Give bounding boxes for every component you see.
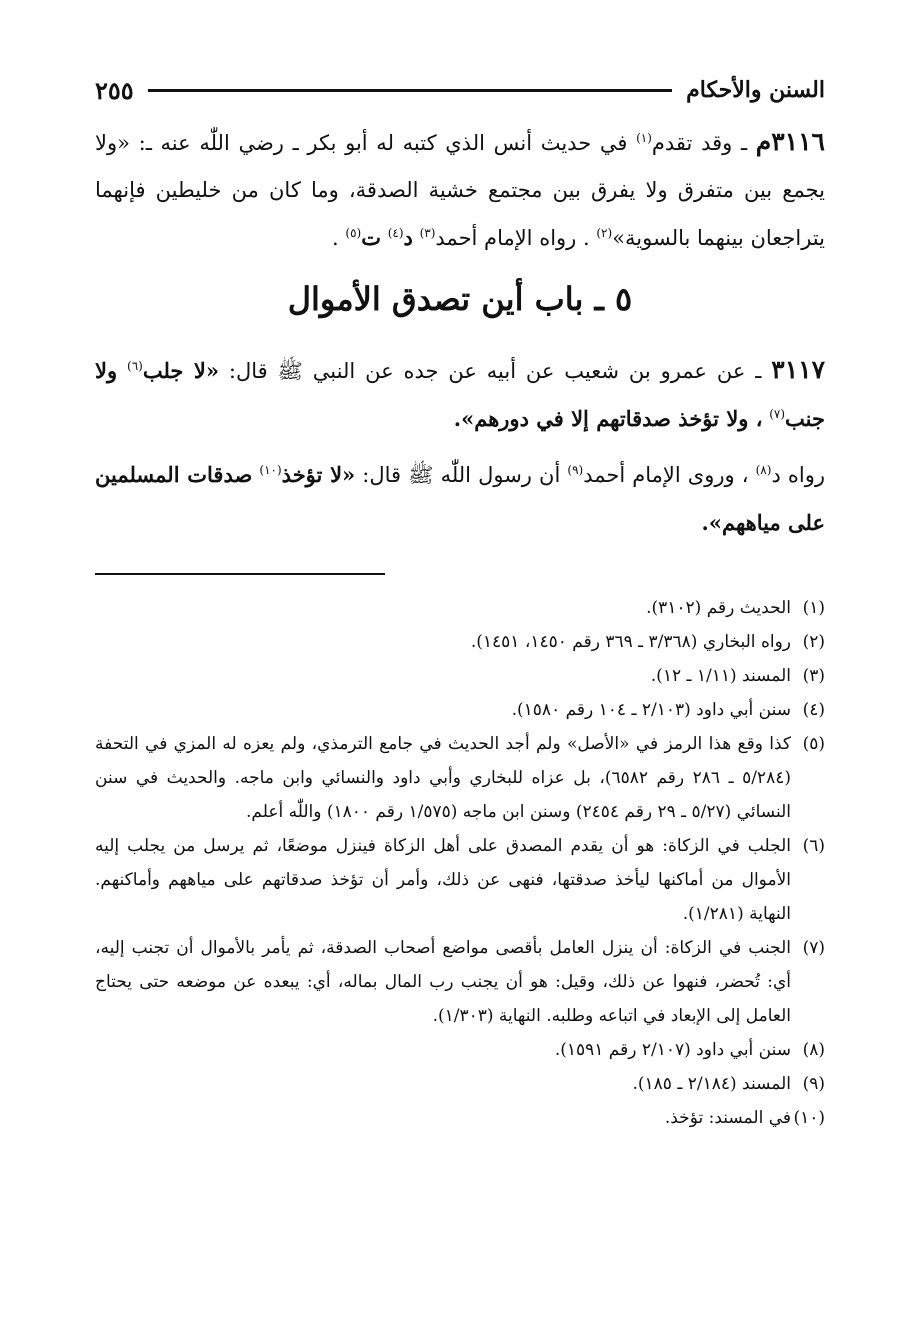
- running-header: [95, 70, 825, 110]
- footnote-text: رواه البخاري (٣/٣٦٨ ـ ٣٦٩ رقم ١٤٥٠، ١٤٥١).: [470, 632, 791, 652]
- footnote: [95, 931, 825, 1033]
- page-number: ٢٥٥: [95, 75, 134, 105]
- footnote-text: المسند (٢/١٨٤ ـ ١٨٥).: [632, 1074, 791, 1094]
- footnote-text: الحديث رقم (٣١٠٢).: [646, 598, 791, 618]
- footnotes: [95, 591, 825, 1135]
- hadith-number: ٣١١٧: [771, 355, 825, 384]
- hadith-isnad: ـ عن عمرو بن شعيب عن أبيه عن جده عن النبي ﷺ قال:: [228, 359, 762, 383]
- footnote-number: (٣): [802, 666, 825, 686]
- hadith-3116: [95, 118, 825, 262]
- footnote-ref[interactable]: (٦): [127, 359, 143, 373]
- footnote: [95, 829, 825, 931]
- footnote-ref[interactable]: (١): [636, 131, 652, 145]
- narration-text: ، وروى الإمام أحمد: [583, 463, 749, 487]
- footnote-ref[interactable]: (٤): [387, 226, 404, 240]
- source-symbol: ت: [361, 225, 382, 250]
- hadith-3117: [95, 346, 825, 443]
- chapter-title: ٥ ـ باب أين تصدق الأموال: [287, 280, 633, 318]
- footnote-text: الجنب في الزكاة: أن ينزل العامل بأقصى مواضع أصحاب الصدقة، ثم يأمر بالأموال أن تجنب إليه، أي: تُحضر، فنهوا عن ذلك، وقيل: هو أن يجنب رب المال بماله، أي: يبعده عن موضعه حتى يحتاج العامل إلى الإبعاد في اتباعه وطلبه. النهاية (١/٣٠٣).: [95, 938, 791, 1026]
- footnote-ref[interactable]: (٢): [596, 226, 613, 240]
- footnote-ref[interactable]: (١٠): [259, 463, 282, 477]
- footnote-number: (٩): [802, 1074, 825, 1094]
- footnote: [95, 693, 825, 727]
- hadith-matn: صدقات المسلمين على مياههم».: [95, 462, 825, 535]
- footnote-ref[interactable]: (٨): [755, 463, 772, 477]
- source-symbol: د: [403, 225, 413, 250]
- footnote-text: المسند (١/١١ ـ ١٢).: [650, 666, 791, 686]
- footnote-text: سنن أبي داود (٢/١٠٣ ـ ١٠٤ رقم ١٥٨٠).: [511, 700, 791, 720]
- footnote: [95, 591, 825, 625]
- footnote-number: (٧): [802, 938, 825, 958]
- hadith-matn: «لا تؤخذ: [281, 462, 356, 487]
- footnote-number: (٨): [802, 1040, 825, 1060]
- narration-text: . رواه الإمام أحمد: [435, 226, 590, 250]
- narration-text: أن رسول اللّٰه ﷺ قال:: [362, 463, 561, 487]
- hadith-matn: «ولا يجمع بين متفرق ولا يفرق بين مجتمع خشية الصدقة، وما كان من خليطين فإنهما يتراجعان بينهما بالسوية»: [95, 131, 825, 250]
- footnote-ref[interactable]: (٩): [567, 463, 584, 477]
- footnote-ref[interactable]: (٧): [769, 407, 786, 421]
- footnote-ref[interactable]: (٥): [345, 226, 362, 240]
- hadith-text: في حديث أنس الذي كتبه له أبو بكر ـ رضي اللّٰه عنه ـ:: [138, 131, 628, 155]
- footnote: [95, 727, 825, 829]
- footnote-ref[interactable]: (٣): [419, 226, 436, 240]
- footnote-number: (٥): [802, 734, 825, 754]
- header-rule: [148, 89, 672, 92]
- footnote: [95, 1033, 825, 1067]
- footnote-text: كذا وقع هذا الرمز في «الأصل» ولم أجد الحديث في جامع الترمذي، ولم يعزه له المزي في التحفة (٥/٢٨٤ ـ ٢٨٦ رقم ٦٥٨٢)، بل عزاه للبخاري وأبي داود والنسائي وابن ماجه. والحديث في سنن النسائي (٥/٢٧ ـ ٢٩ رقم ٢٤٥٤) وسنن ابن ماجه (١/٥٧٥ رقم ١٨٠٠) واللّٰه أعلم.: [95, 734, 791, 822]
- end-mark: .: [332, 226, 339, 250]
- footnote-number: (٤): [802, 700, 825, 720]
- footnote-separator: [95, 573, 385, 575]
- hadith-number: ٣١١٦م: [755, 127, 825, 156]
- book-page: [95, 70, 825, 1310]
- footnote-number: (١٠): [793, 1108, 825, 1128]
- footnote-text: في المسند: تؤخذ.: [664, 1108, 791, 1128]
- hadith-3117-narration: [95, 451, 825, 547]
- footnote-number: (٢): [802, 632, 825, 652]
- hadith-matn: «لا جلب: [142, 358, 220, 383]
- footnote-text: الجلب في الزكاة: هو أن يقدم المصدق على أهل الزكاة فينزل موضعًا، ثم يرسل من يجلب إليه الأموال من أماكنها ليأخذ صدقتها، فنهى عن ذلك، وأمر أن تؤخذ صدقاتهم على مياههم وأماكنهم. النهاية (١/٢٨١).: [95, 836, 791, 924]
- footnote: [95, 625, 825, 659]
- footnote-text: سنن أبي داود (٢/١٠٧ رقم ١٥٩١).: [554, 1040, 791, 1060]
- footnote: [95, 1101, 825, 1135]
- footnote-number: (١): [802, 598, 825, 618]
- running-title: السنن والأحكام: [686, 77, 825, 103]
- footnote: [95, 659, 825, 693]
- hadith-matn: ولا جنب: [95, 358, 825, 431]
- footnote: [95, 1067, 825, 1101]
- hadith-text: ـ وقد تقدم: [651, 131, 748, 155]
- hadith-matn: ، ولا تؤخذ صدقاتهم إلا في دورهم».: [453, 406, 763, 431]
- narration-text: رواه د: [771, 463, 825, 487]
- footnote-number: (٦): [802, 836, 825, 856]
